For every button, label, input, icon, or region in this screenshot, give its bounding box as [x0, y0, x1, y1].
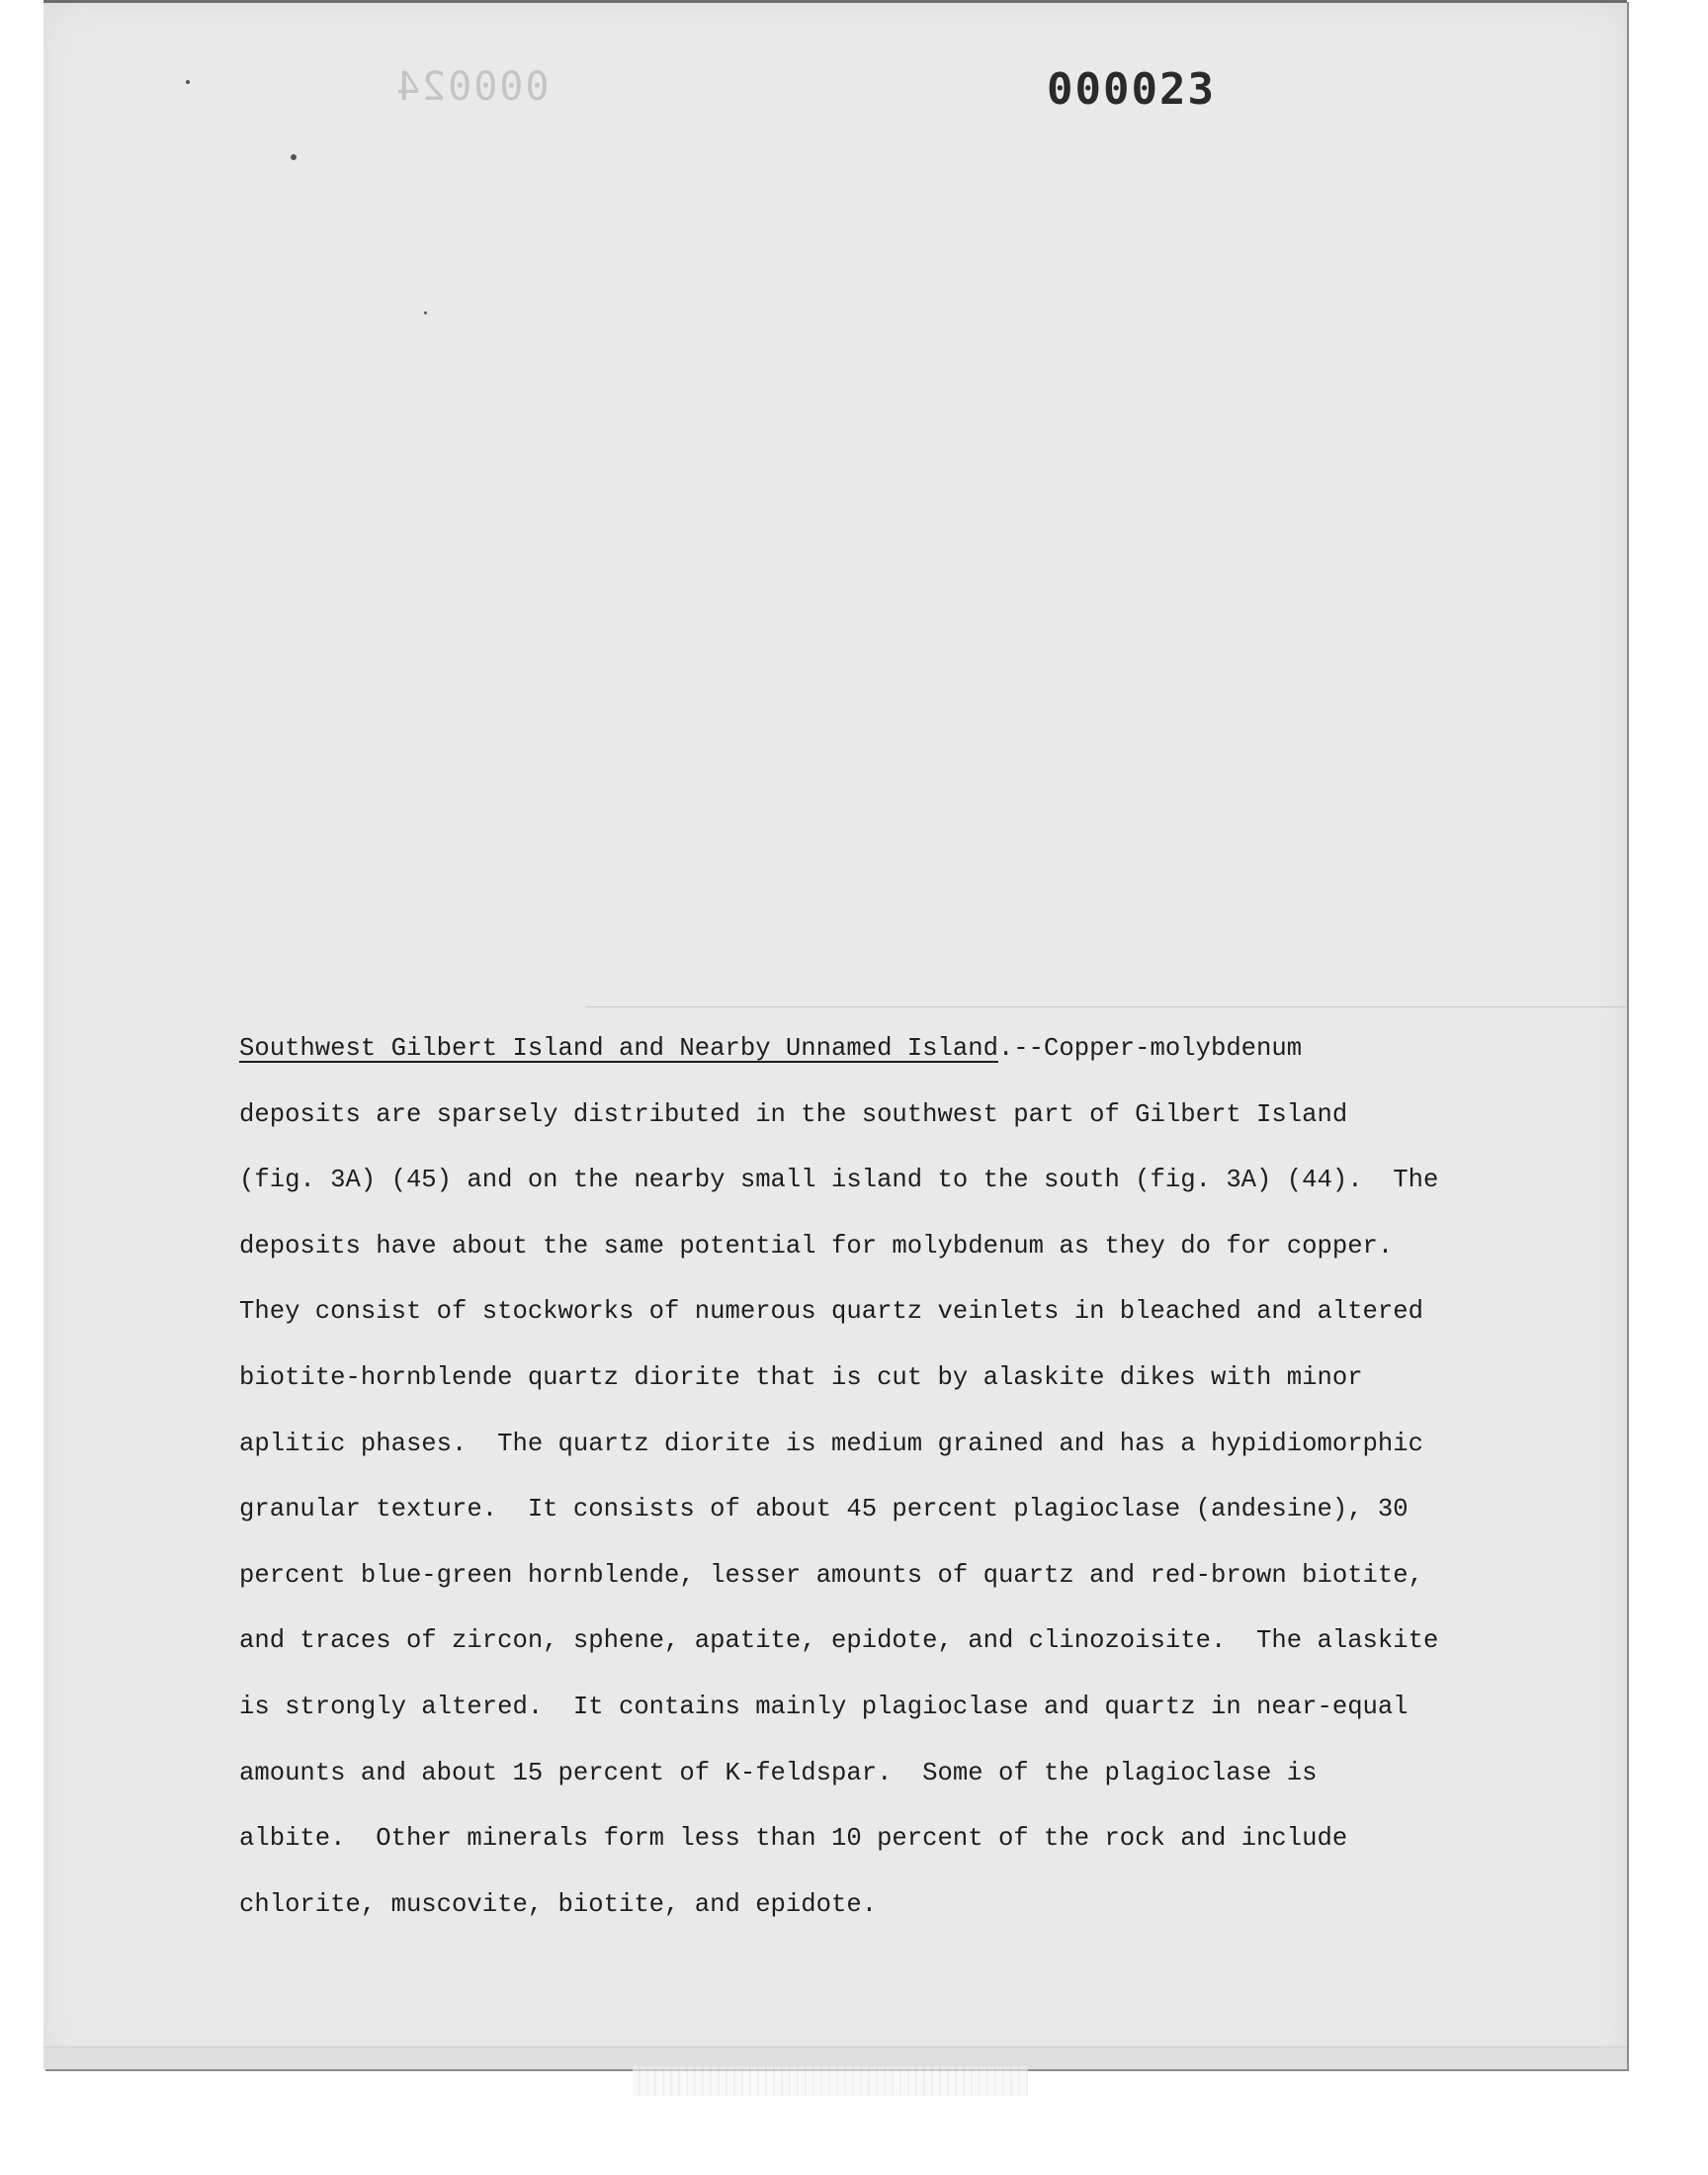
paragraph-line: deposits have about the same potential for molybdenum as they do for copper. — [239, 1231, 1394, 1261]
section-heading: Southwest Gilbert Island and Nearby Unnamed Island — [239, 1034, 998, 1063]
paragraph-line: aplitic phases. The quartz diorite is medium grained and has a hypidiomorphic — [239, 1429, 1423, 1458]
paragraph-line: percent blue-green hornblende, lesser amounts of quartz and red-brown biotite, — [239, 1560, 1423, 1590]
paragraph-line: amounts and about 15 percent of K-feldspar. Some of the plagioclase is — [239, 1758, 1318, 1787]
scan-speck — [186, 80, 190, 84]
paragraph-line: biotite-hornblende quartz diorite that is cut by alaskite dikes with minor — [239, 1362, 1363, 1392]
scan-speck — [424, 311, 427, 314]
paragraph-line: .--Copper-molybdenum — [997, 1034, 1303, 1063]
page-number: 000023 — [1047, 64, 1216, 115]
bleed-through-page-number: 000024 — [394, 64, 550, 110]
scanner-edge-strip — [633, 2066, 1028, 2096]
paragraph-line: granular texture. It consists of about 45 percent plagioclase (andesine), 30 — [239, 1495, 1409, 1524]
fold-line — [585, 1006, 1627, 1007]
paragraph-line: deposits are sparsely distributed in the southwest part of Gilbert Island — [239, 1099, 1348, 1129]
scan-speck — [291, 154, 297, 160]
paragraph-line: albite. Other minerals form less than 10 percent of the rock and include — [239, 1824, 1348, 1854]
paragraph-line: and traces of zircon, sphene, apatite, epidote, and clinozoisite. The alaskite — [239, 1626, 1439, 1656]
paragraph-line: is strongly altered. It contains mainly plagioclase and quartz in near-equal — [239, 1692, 1409, 1721]
body-paragraph — [239, 1016, 1583, 1938]
paragraph-line: They consist of stockworks of numerous quartz veinlets in bleached and altered — [239, 1297, 1423, 1327]
paragraph-line: (fig. 3A) (45) and on the nearby small island to the south (fig. 3A) (44). The — [239, 1166, 1439, 1195]
paragraph-line: chlorite, muscovite, biotite, and epidote. — [239, 1889, 878, 1919]
